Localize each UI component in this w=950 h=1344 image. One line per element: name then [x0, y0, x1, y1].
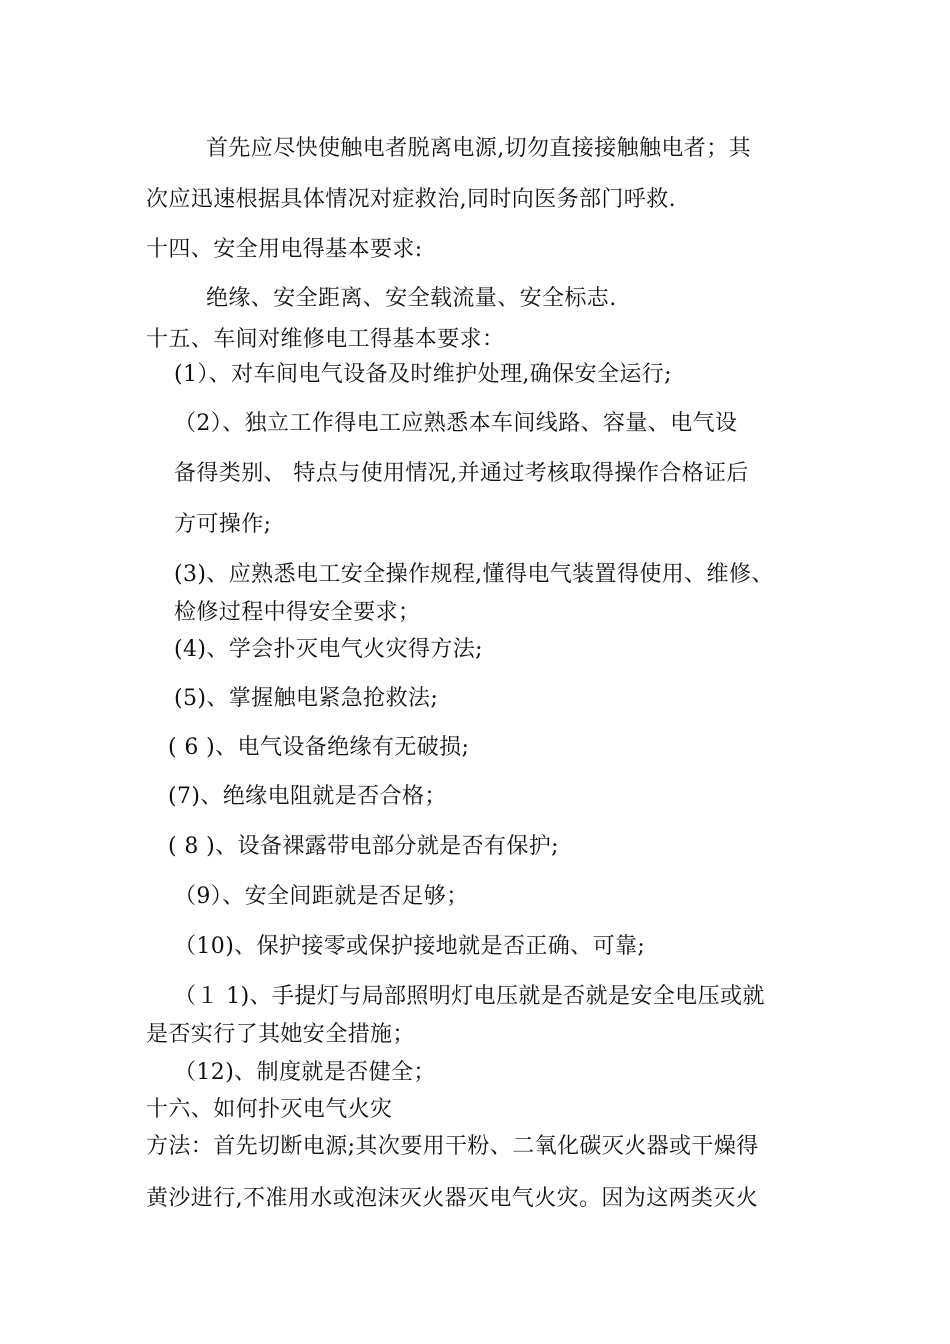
- list-item-3-line-1: (3)、应熟悉电工安全操作规程,懂得电气装置得使用、维修、: [174, 562, 774, 587]
- list-item-9: （9）、安全间距就是否足够；: [174, 884, 469, 909]
- list-item-4: (4)、学会扑灭电气火灾得方法;: [174, 637, 483, 662]
- paragraph-14: 绝缘、安全距离、安全载流量、安全标志.: [206, 286, 617, 311]
- list-item-3-line-2: 检修过程中得安全要求；: [174, 600, 421, 625]
- list-item-7: (7)、绝缘电阻就是否合格；: [168, 784, 447, 809]
- paragraph-16-line-1: 方法：首先切断电源;其次要用干粉、二氧化碳灭火器或干燥得: [146, 1134, 759, 1159]
- list-item-12: （12)、制度就是否健全；: [174, 1060, 436, 1085]
- paragraph-13-line-1: 首先应尽快使触电者脱离电源,切勿直接接触触电者；其: [206, 136, 751, 161]
- list-item-11-line-2: 是否实行了其她安全措施；: [146, 1022, 415, 1047]
- list-item-2-line-3: 方可操作;: [174, 512, 272, 537]
- list-item-1: (1）、对车间电气设备及时维护处理,确保安全运行;: [174, 362, 672, 387]
- list-item-8: ( 8 )、设备裸露带电部分就是否有保护;: [168, 834, 559, 859]
- list-item-5: (5)、掌握触电紧急抢救法;: [174, 686, 439, 711]
- section-heading-16: 十六、如何扑灭电气火灾: [146, 1097, 393, 1122]
- list-item-11-line-1: （１ 1)、手提灯与局部照明灯电压就是否就是安全电压或就: [174, 984, 765, 1009]
- list-item-2-line-2: 备得类别、 特点与使用情况,并通过考核取得操作合格证后: [174, 461, 749, 486]
- section-heading-15: 十五、车间对维修电工得基本要求：: [146, 327, 505, 352]
- section-heading-14: 十四、安全用电得基本要求:: [146, 237, 423, 262]
- paragraph-13-line-2: 次应迅速根据具体情况对症救治,同时向医务部门呼救.: [146, 187, 676, 212]
- paragraph-16-line-2: 黄沙进行,不准用水或泡沫灭火器灭电气火灾。因为这两类灭火: [146, 1186, 759, 1211]
- list-item-2-line-1: （2）、独立工作得电工应熟悉本车间线路、容量、电气设: [174, 411, 738, 436]
- list-item-10: （10)、保护接零或保护接地就是否正确、可靠;: [174, 934, 646, 959]
- list-item-6: ( 6 )、电气设备绝缘有无破损;: [168, 735, 470, 760]
